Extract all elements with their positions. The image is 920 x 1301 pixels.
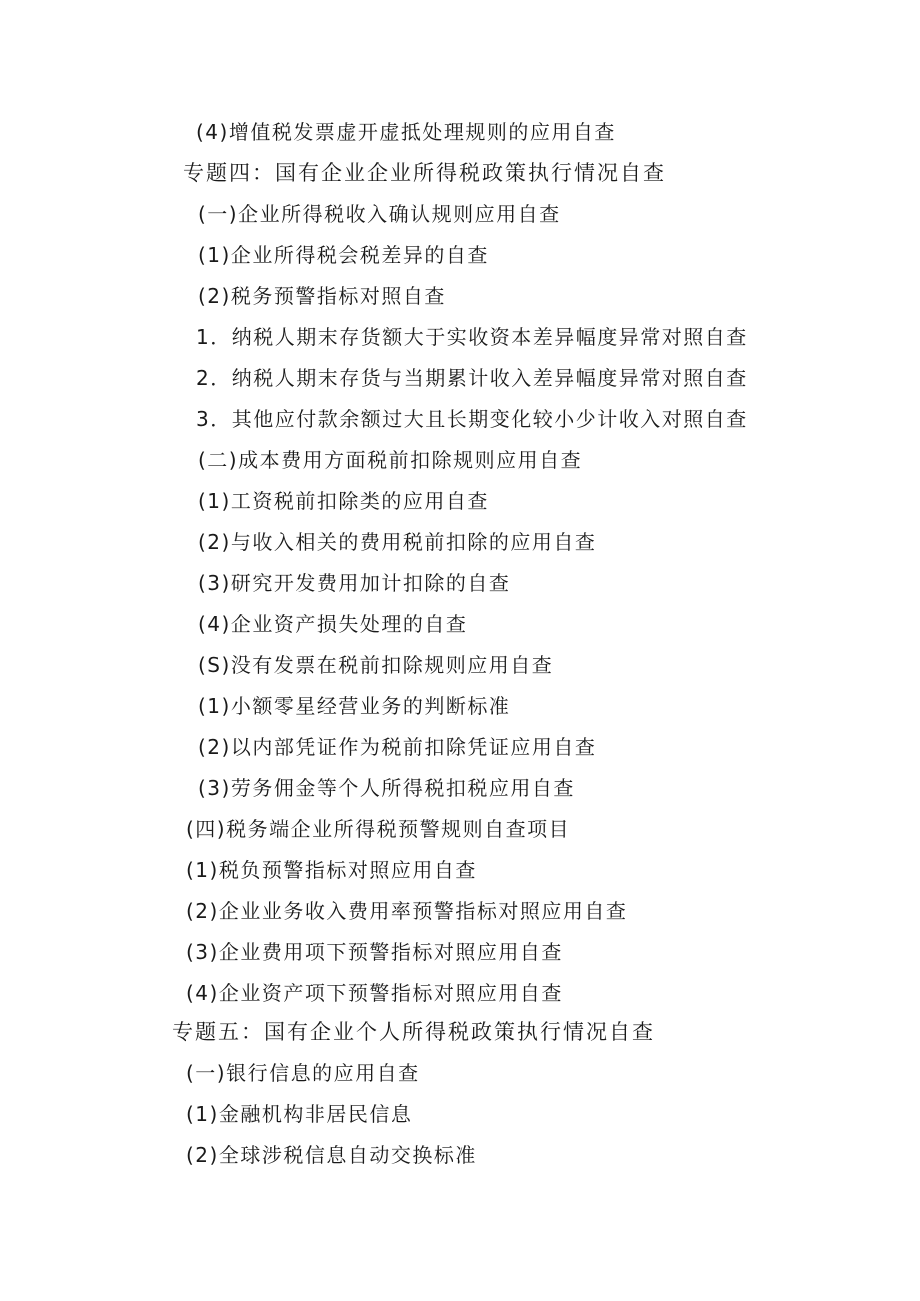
list-item: (2)企业业务收入费用率预警指标对照应用自查 (186, 899, 628, 923)
list-item: (4)企业资产项下预警指标对照应用自查 (186, 981, 563, 1005)
subsection-heading-4: (四)税务端企业所得税预警规则自查项目 (186, 817, 571, 841)
list-item: (3)劳务佣金等个人所得税扣税应用自查 (198, 776, 575, 800)
list-item: (1)金融机构非居民信息 (186, 1102, 413, 1126)
list-item: (3)研究开发费用加计扣除的自查 (198, 571, 511, 595)
list-item-4-invoice-rules: (4)增值税发票虚开虚抵处理规则的应用自查 (196, 120, 616, 144)
list-item: (S)没有发票在税前扣除规则应用自查 (198, 653, 554, 677)
list-item: 2．纳税人期末存货与当期累计收入差异幅度异常对照自查 (196, 366, 748, 390)
list-item: (2)税务预警指标对照自查 (198, 284, 446, 308)
list-item: (1)工资税前扣除类的应用自查 (198, 489, 489, 513)
subsection-heading-1: (一)企业所得税收入确认规则应用自查 (198, 202, 561, 226)
list-item: 3．其他应付款余额过大且长期变化较小少计收入对照自查 (196, 407, 748, 431)
list-item: (1)小额零星经营业务的判断标准 (198, 694, 511, 718)
section-heading-topic-5: 专题五：国有企业个人所得税政策执行情况自查 (172, 1020, 655, 1044)
subsection-heading-bank-info: (一)银行信息的应用自查 (186, 1061, 420, 1085)
list-item: (1)企业所得税会税差异的自查 (198, 243, 489, 267)
list-item: (2)与收入相关的费用税前扣除的应用自查 (198, 530, 597, 554)
list-item: (4)企业资产损失处理的自查 (198, 612, 468, 636)
list-item: 1．纳税人期末存货额大于实收资本差异幅度异常对照自查 (196, 325, 748, 349)
list-item: (2)全球涉税信息自动交换标准 (186, 1143, 477, 1167)
list-item: (1)税负预警指标对照应用自查 (186, 858, 477, 882)
list-item: (2)以内部凭证作为税前扣除凭证应用自查 (198, 735, 597, 759)
list-item: (3)企业费用项下预警指标对照应用自查 (186, 940, 563, 964)
subsection-heading-2: (二)成本费用方面税前扣除规则应用自查 (198, 448, 583, 472)
section-heading-topic-4: 专题四：国有企业企业所得税政策执行情况自查 (183, 161, 666, 185)
